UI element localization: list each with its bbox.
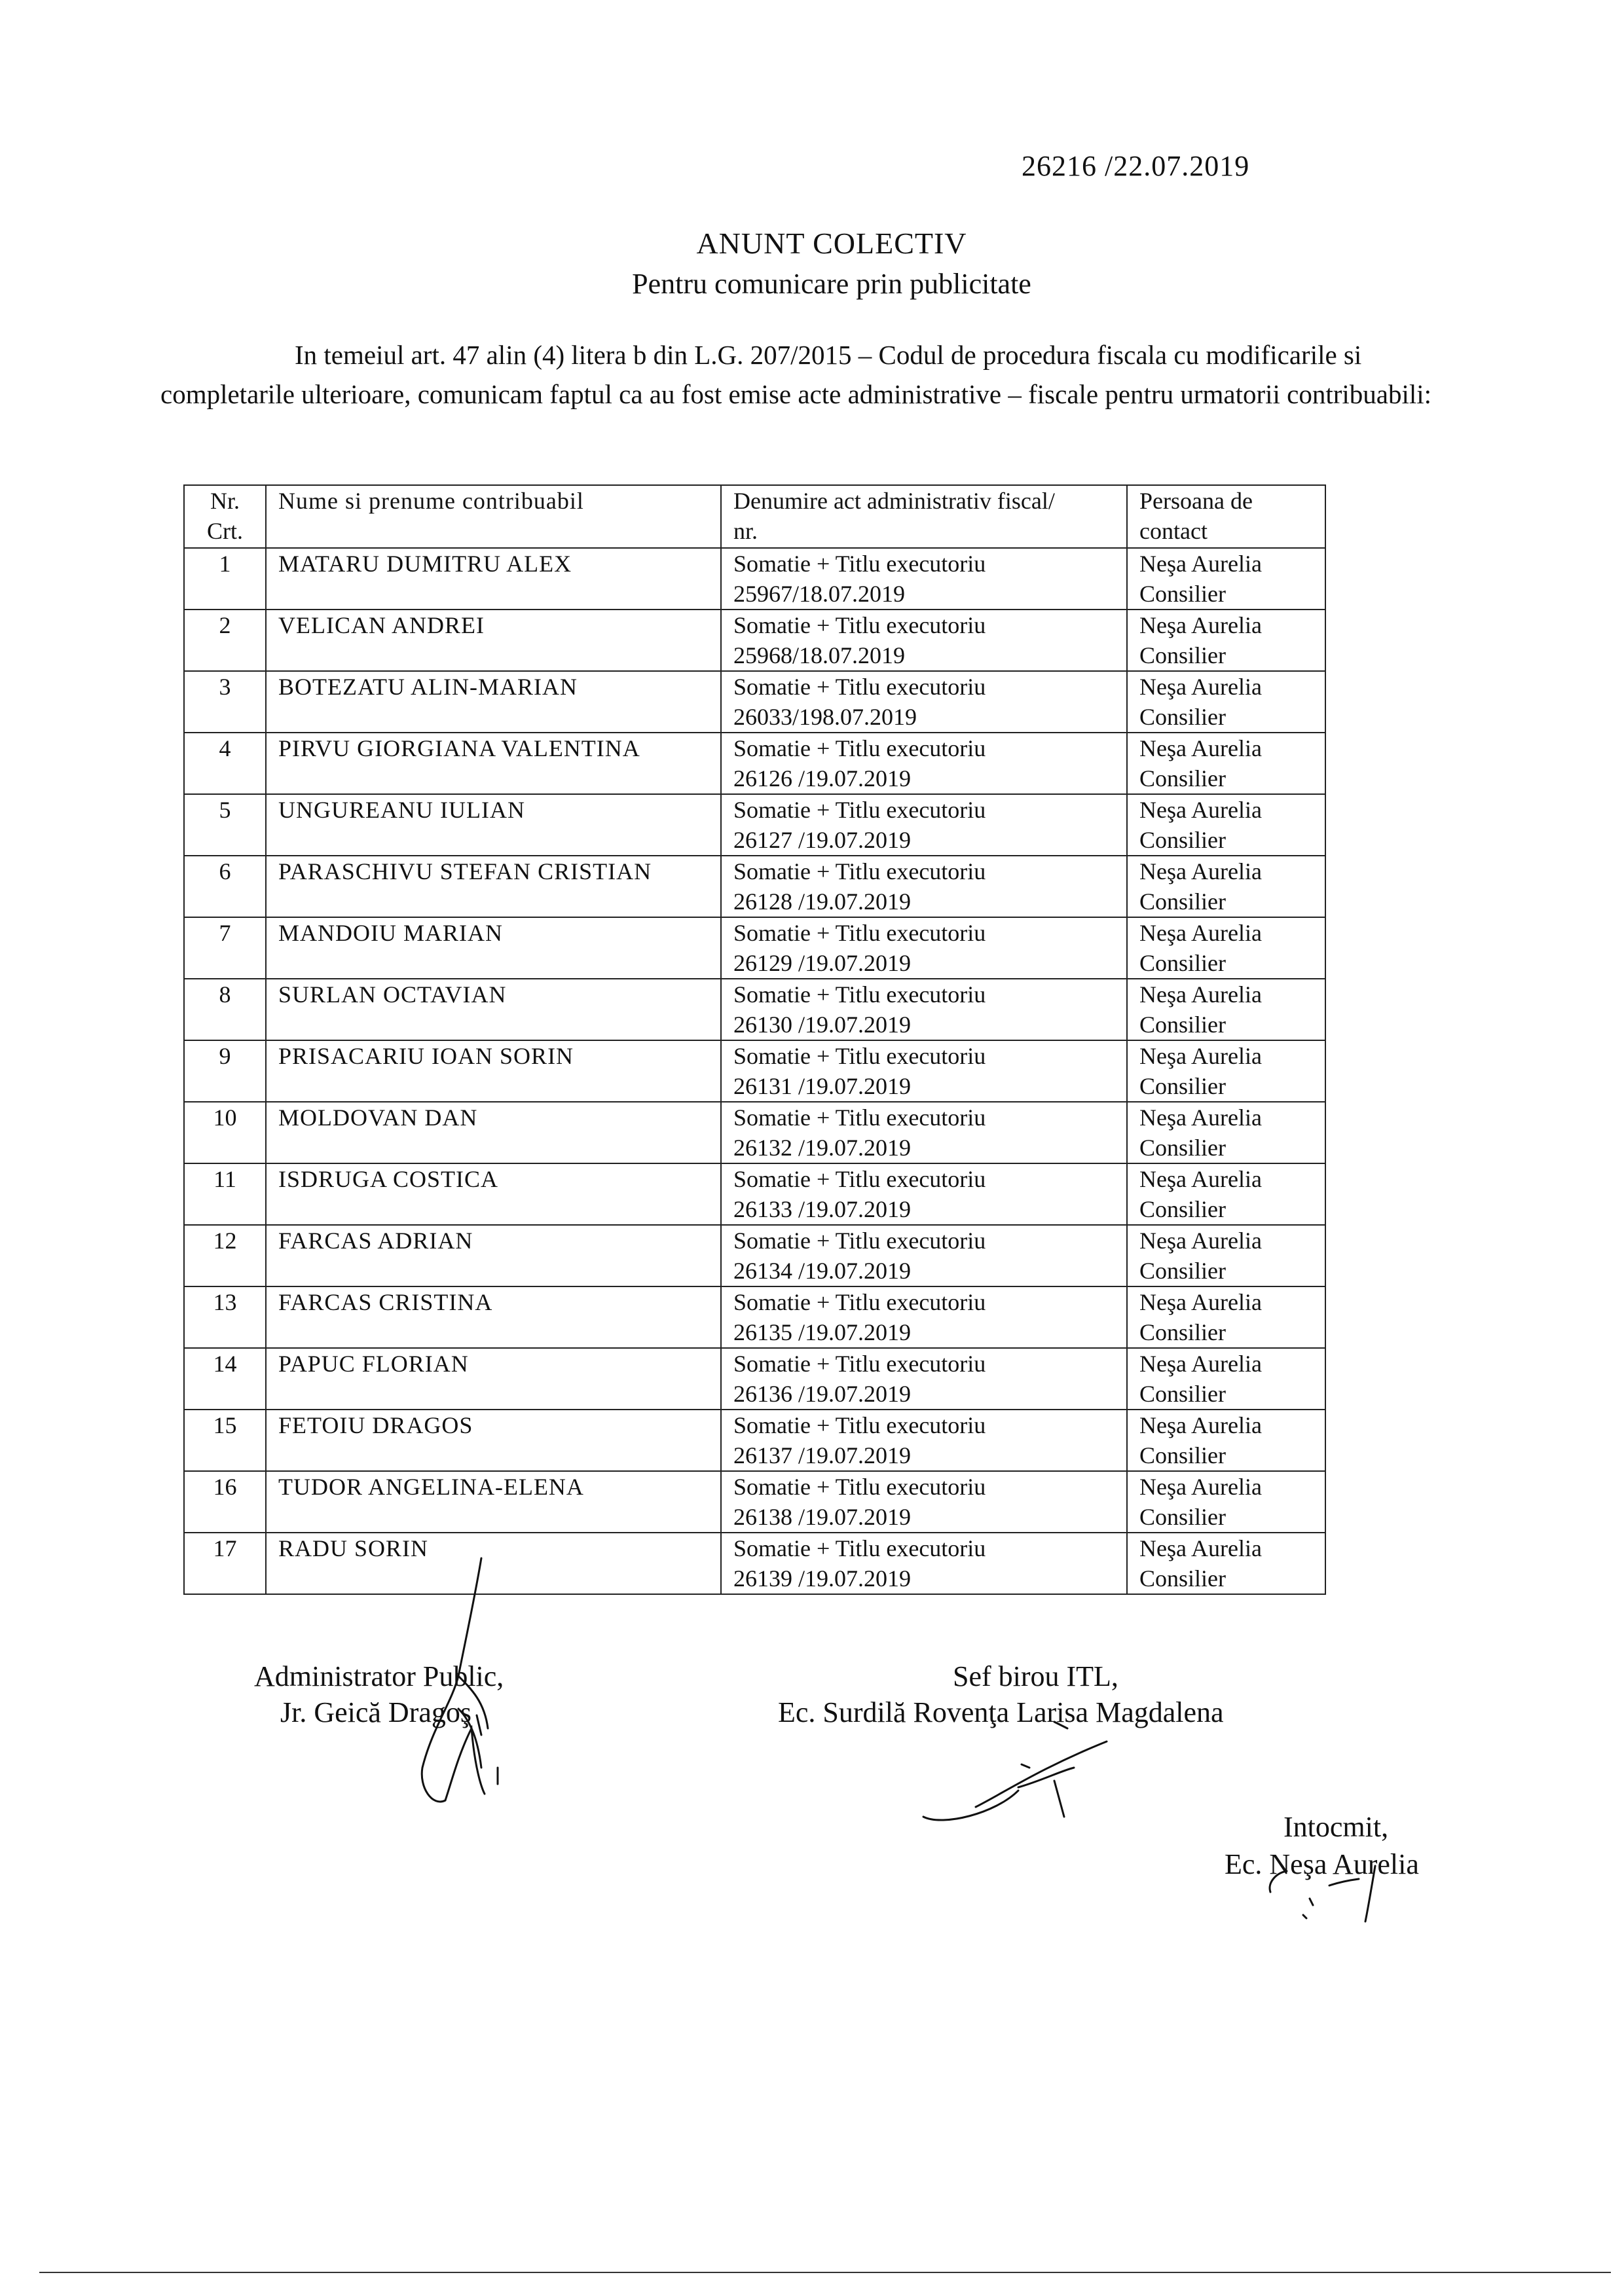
taxpayer-name-text: PARASCHIVU STEFAN CRISTIAN <box>278 858 652 884</box>
act-number: 26130 /19.07.2019 <box>733 1011 912 1038</box>
document-title: ANUNT COLECTIV <box>696 227 967 260</box>
act-number: 26134 /19.07.2019 <box>733 1258 912 1284</box>
contact-role: Consilier <box>1139 1073 1226 1099</box>
row-number-text: 16 <box>213 1474 237 1500</box>
act-type: Somatie + Titlu executoriu <box>733 1166 986 1192</box>
act-number: 26131 /19.07.2019 <box>733 1073 912 1099</box>
row-number-text: 4 <box>219 735 231 761</box>
contact-role: Consilier <box>1139 704 1226 730</box>
contact-name: Neşa Aurelia <box>1139 1043 1262 1069</box>
act-type: Somatie + Titlu executoriu <box>733 551 986 577</box>
taxpayer-name-text: ISDRUGA COSTICA <box>278 1166 499 1192</box>
contact-name: Neşa Aurelia <box>1139 981 1262 1008</box>
contact-role: Consilier <box>1139 1442 1226 1468</box>
row-number-text: 2 <box>219 612 231 638</box>
contact-role: Consilier <box>1139 765 1226 792</box>
act-number: 25968/18.07.2019 <box>733 642 906 668</box>
act-type: Somatie + Titlu executoriu <box>733 1289 986 1315</box>
office-chief-name: Ec. Surdilă Rovenţa Larisa Magdalena <box>778 1696 1224 1728</box>
contact-name: Neşa Aurelia <box>1139 612 1262 638</box>
act-type: Somatie + Titlu executoriu <box>733 612 986 638</box>
contact-name: Neşa Aurelia <box>1139 1104 1262 1131</box>
row-number-text: 13 <box>213 1289 237 1315</box>
contact-name: Neşa Aurelia <box>1139 858 1262 884</box>
row-number-text: 15 <box>213 1412 237 1438</box>
act-type: Somatie + Titlu executoriu <box>733 858 986 884</box>
contact-name: Neşa Aurelia <box>1139 1166 1262 1192</box>
taxpayer-name-text: TUDOR ANGELINA-ELENA <box>278 1474 584 1500</box>
act-number: 26126 /19.07.2019 <box>733 765 912 792</box>
header-contact-line-1: Persoana de <box>1139 488 1253 514</box>
taxpayer-name-text: SURLAN OCTAVIAN <box>278 981 507 1008</box>
taxpayer-name-text: MOLDOVAN DAN <box>278 1104 478 1131</box>
taxpayer-name-text: PRISACARIU IOAN SORIN <box>278 1043 574 1069</box>
footer-divider <box>39 2272 1611 2273</box>
taxpayer-name-text: FETOIU DRAGOS <box>278 1412 473 1438</box>
row-number-text: 6 <box>219 858 231 884</box>
act-number: 25967/18.07.2019 <box>733 581 906 607</box>
contact-role: Consilier <box>1139 642 1226 668</box>
contact-role: Consilier <box>1139 1011 1226 1038</box>
contact-name: Neşa Aurelia <box>1139 1535 1262 1561</box>
act-type: Somatie + Titlu executoriu <box>733 981 986 1008</box>
row-number-text: 10 <box>213 1104 237 1131</box>
contact-role: Consilier <box>1139 1504 1226 1530</box>
header-act-line-2: nr. <box>733 518 758 544</box>
row-number-text: 8 <box>219 981 231 1008</box>
contact-role: Consilier <box>1139 1196 1226 1222</box>
row-number-text: 11 <box>213 1166 236 1192</box>
act-type: Somatie + Titlu executoriu <box>733 1535 986 1561</box>
taxpayer-name-text: BOTEZATU ALIN-MARIAN <box>278 674 578 700</box>
row-number-text: 5 <box>219 797 231 823</box>
act-number: 26138 /19.07.2019 <box>733 1504 912 1530</box>
taxpayer-name-text: UNGUREANU IULIAN <box>278 797 525 823</box>
administrator-name: Jr. Geică Dragoş <box>280 1696 472 1728</box>
header-act-line-1: Denumire act administrativ fiscal/ <box>733 488 1055 514</box>
contact-role: Consilier <box>1139 1565 1226 1592</box>
act-number: 26033/198.07.2019 <box>733 704 917 730</box>
contact-role: Consilier <box>1139 950 1226 976</box>
taxpayer-name-text: PIRVU GIORGIANA VALENTINA <box>278 735 640 761</box>
contact-role: Consilier <box>1139 1135 1226 1161</box>
header-name-label: Nume si prenume contribuabil <box>278 488 584 514</box>
header-contact-line-2: contact <box>1139 518 1208 544</box>
contact-name: Neşa Aurelia <box>1139 1412 1262 1438</box>
contact-name: Neşa Aurelia <box>1139 797 1262 823</box>
taxpayer-name-text: RADU SORIN <box>278 1535 429 1561</box>
act-number: 26127 /19.07.2019 <box>733 827 912 853</box>
contact-role: Consilier <box>1139 1381 1226 1407</box>
act-type: Somatie + Titlu executoriu <box>733 1043 986 1069</box>
taxpayer-name-text: FARCAS ADRIAN <box>278 1228 473 1254</box>
contact-role: Consilier <box>1139 1258 1226 1284</box>
contact-role: Consilier <box>1139 1319 1226 1345</box>
office-chief-title: Sef birou ITL, <box>953 1660 1118 1692</box>
act-number: 26129 /19.07.2019 <box>733 950 912 976</box>
act-number: 26139 /19.07.2019 <box>733 1565 912 1592</box>
taxpayer-name-text: VELICAN ANDREI <box>278 612 485 638</box>
act-number: 26132 /19.07.2019 <box>733 1135 912 1161</box>
contact-name: Neşa Aurelia <box>1139 735 1262 761</box>
row-number-text: 1 <box>219 551 231 577</box>
act-type: Somatie + Titlu executoriu <box>733 1104 986 1131</box>
row-number-text: 12 <box>213 1228 237 1254</box>
contact-name: Neşa Aurelia <box>1139 1474 1262 1500</box>
row-number-text: 9 <box>219 1043 231 1069</box>
contact-name: Neşa Aurelia <box>1139 920 1262 946</box>
act-type: Somatie + Titlu executoriu <box>733 1351 986 1377</box>
row-number-text: 14 <box>213 1351 237 1377</box>
contact-name: Neşa Aurelia <box>1139 1289 1262 1315</box>
taxpayer-name-text: MATARU DUMITRU ALEX <box>278 551 572 577</box>
row-number-text: 7 <box>219 920 231 946</box>
header-nr-line-1: Nr. <box>210 488 240 514</box>
act-number: 26135 /19.07.2019 <box>733 1319 912 1345</box>
act-number: 26136 /19.07.2019 <box>733 1381 912 1407</box>
act-type: Somatie + Titlu executoriu <box>733 735 986 761</box>
administrator-signature <box>422 1558 498 1802</box>
taxpayer-name-text: FARCAS CRISTINA <box>278 1289 493 1315</box>
act-type: Somatie + Titlu executoriu <box>733 920 986 946</box>
act-number: 26133 /19.07.2019 <box>733 1196 912 1222</box>
act-type: Somatie + Titlu executoriu <box>733 797 986 823</box>
row-number-text: 17 <box>213 1535 237 1561</box>
prepared-by-title: Intocmit, <box>1283 1811 1389 1843</box>
registration-number: 26216 /22.07.2019 <box>1022 150 1250 182</box>
intro-paragraph-line-2: completarile ulterioare, comunicam faptul ca au fost emise acte administrative – fiscale pentru urmatorii contribuabili: <box>160 379 1432 409</box>
act-type: Somatie + Titlu executoriu <box>733 1412 986 1438</box>
contact-name: Neşa Aurelia <box>1139 1228 1262 1254</box>
contact-role: Consilier <box>1139 827 1226 853</box>
office-chief-signature <box>923 1722 1107 1820</box>
contact-name: Neşa Aurelia <box>1139 1351 1262 1377</box>
intro-paragraph-line-1: In temeiul art. 47 alin (4) litera b din L.G. 207/2015 – Codul de procedura fiscala cu modificarile si <box>295 340 1362 370</box>
contact-role: Consilier <box>1139 888 1226 915</box>
contact-role: Consilier <box>1139 581 1226 607</box>
contact-name: Neşa Aurelia <box>1139 674 1262 700</box>
act-number: 26137 /19.07.2019 <box>733 1442 912 1468</box>
act-type: Somatie + Titlu executoriu <box>733 674 986 700</box>
document-subtitle: Pentru comunicare prin publicitate <box>632 268 1031 300</box>
taxpayer-name-text: MANDOIU MARIAN <box>278 920 503 946</box>
contact-name: Neşa Aurelia <box>1139 551 1262 577</box>
act-type: Somatie + Titlu executoriu <box>733 1474 986 1500</box>
administrator-title: Administrator Public, <box>254 1660 504 1692</box>
prepared-by-signature <box>1270 1866 1375 1922</box>
header-nr-line-2: Crt. <box>206 518 243 544</box>
taxpayer-name-text: PAPUC FLORIAN <box>278 1351 469 1377</box>
prepared-by-name: Ec. Neşa Aurelia <box>1225 1848 1419 1880</box>
act-type: Somatie + Titlu executoriu <box>733 1228 986 1254</box>
row-number-text: 3 <box>219 674 231 700</box>
act-number: 26128 /19.07.2019 <box>733 888 912 915</box>
